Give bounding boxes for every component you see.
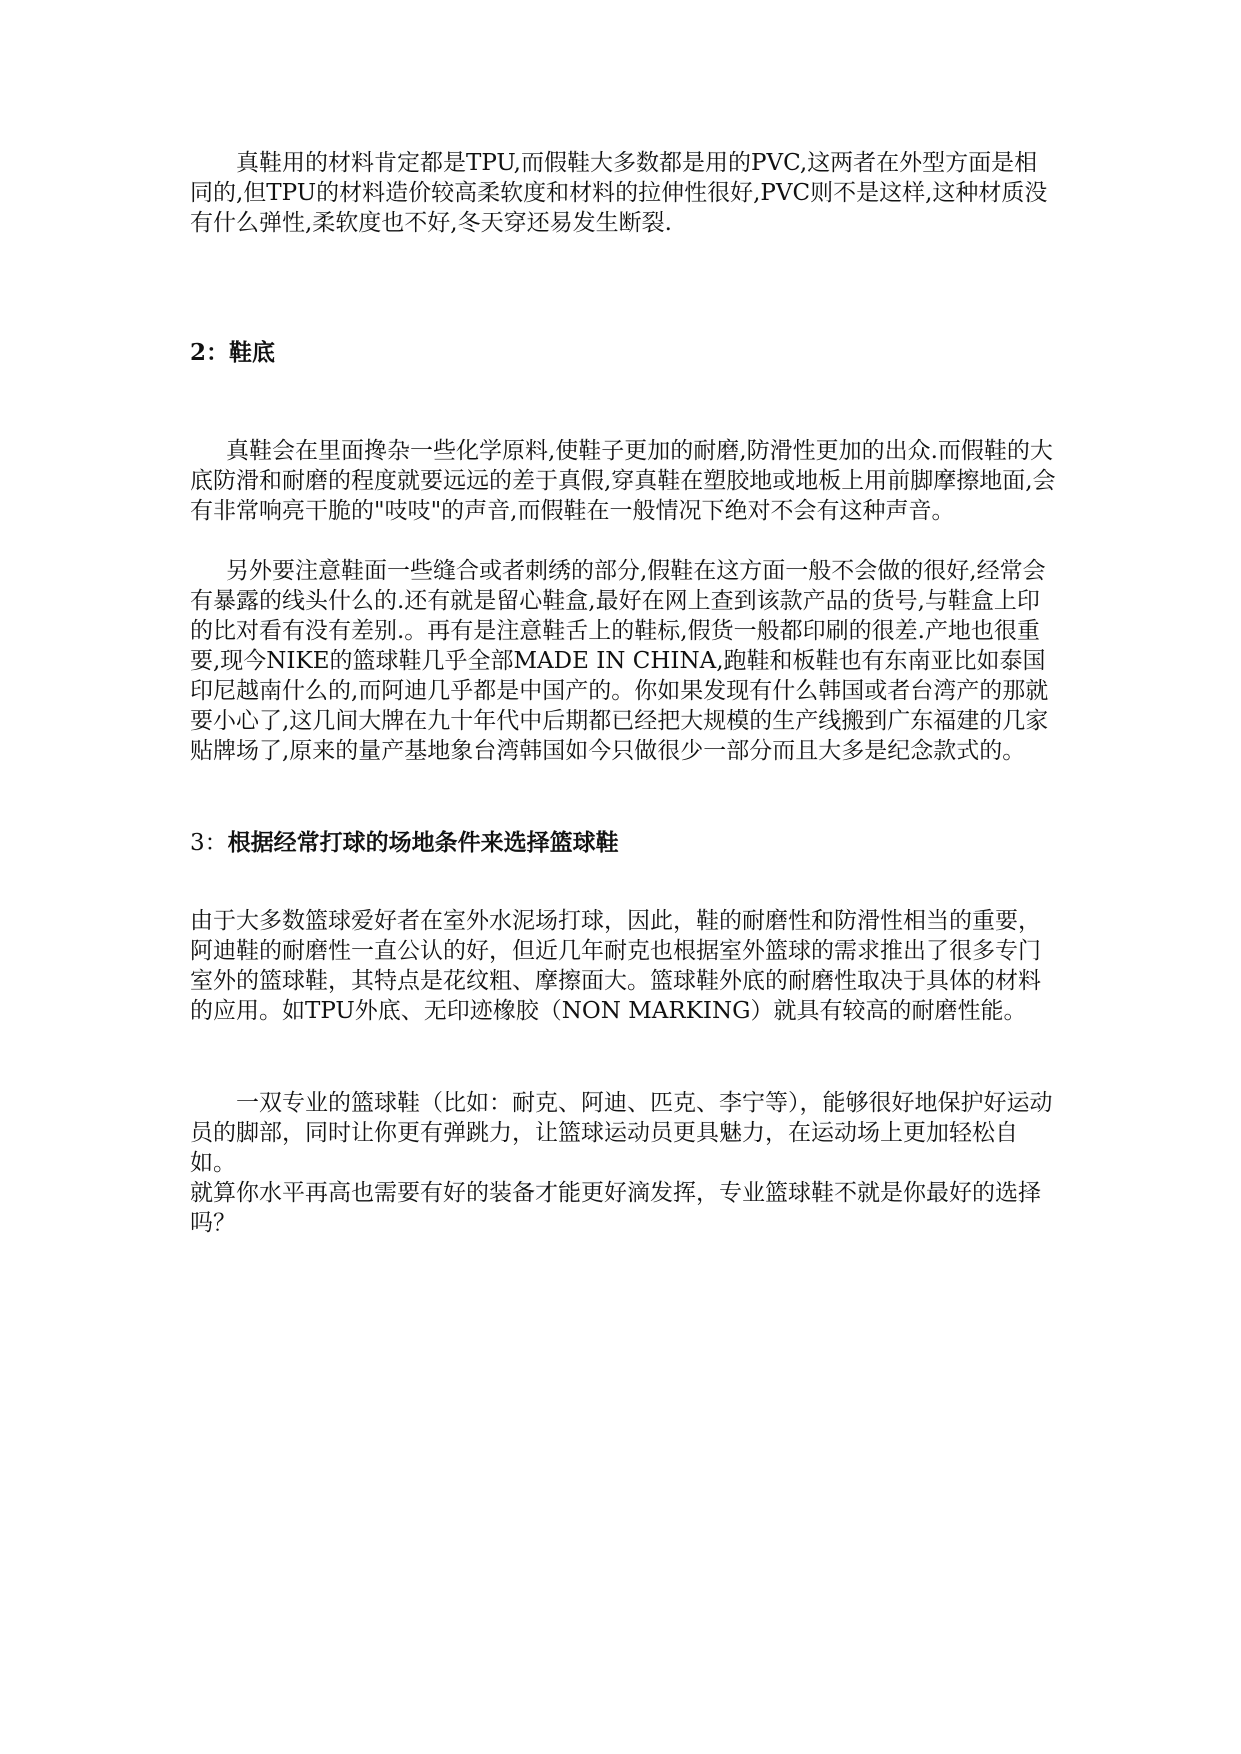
section-number: 3：	[190, 830, 228, 856]
paragraph-sole-quality: 真鞋会在里面搀杂一些化学原料,使鞋子更加的耐磨,防滑性更加的出众.而假鞋的大底防滑和耐磨的程度就要远远的差于真假,穿真鞋在塑胶地或地板上用前脚摩擦地面,会有非常响亮干脆的"吱吱"的声音,而假鞋在一般情况下绝对不会有这种声音。	[190, 438, 1056, 524]
section-heading-court	[190, 828, 1060, 858]
section-heading-sole	[190, 338, 1060, 368]
section-title: 鞋底	[229, 339, 276, 366]
paragraph-materials: 真鞋用的材料肯定都是TPU,而假鞋大多数都是用的PVC,这两者在外型方面是相同的,但TPU的材料造价较高柔软度和材料的拉伸性很好,PVC则不是这样,这种材质没有什么弹性,柔软度也不好,冬天穿还易发生断裂.	[190, 150, 1048, 236]
section-title: 根据经常打球的场地条件来选择篮球鞋	[227, 829, 619, 856]
paragraph-court-conditions: 由于大多数篮球爱好者在室外水泥场打球，因此，鞋的耐磨性和防滑性相当的重要，阿迪鞋的耐磨性一直公认的好，但近几年耐克也根据室外篮球的需求推出了很多专门室外的篮球鞋，其特点是花纹粗、摩擦面大。篮球鞋外底的耐磨性取决于具体的材料的应用。如TPU外底、无印迹橡胶（NON MARKING）就具有较高的耐磨性能。	[190, 908, 1041, 1024]
paragraph-details-origin: 另外要注意鞋面一些缝合或者刺绣的部分,假鞋在这方面一般不会做的很好,经常会有暴露的线头什么的.还有就是留心鞋盒,最好在网上查到该款产品的货号,与鞋盒上印的比对看有没有差别.。再有是注意鞋舌上的鞋标,假货一般都印刷的很差.产地也很重要,现今NIKE的篮球鞋几乎全部MADE IN CHINA,跑鞋和板鞋也有东南亚比如泰国印尼越南什么的,而阿迪几乎都是中国产的。你如果发现有什么韩国或者台湾产的那就要小心了,这几间大牌在九十年代中后期都已经把大规模的生产线搬到广东福建的几家贴牌场了,原来的量产基地象台湾韩国如今只做很少一部分而且大多是纪念款式的。	[190, 558, 1049, 764]
paragraph-conclusion: 就算你水平再高也需要有好的装备才能更好滴发挥，专业篮球鞋不就是你最好的选择吗？	[190, 1180, 1041, 1236]
paragraph-professional-shoes: 一双专业的篮球鞋（比如：耐克、阿迪、匹克、李宁等），能够很好地保护好运动员的脚部，同时让你更有弹跳力，让篮球运动员更具魅力，在运动场上更加轻松自如。	[190, 1090, 1053, 1176]
section-number: 2：	[190, 339, 230, 366]
